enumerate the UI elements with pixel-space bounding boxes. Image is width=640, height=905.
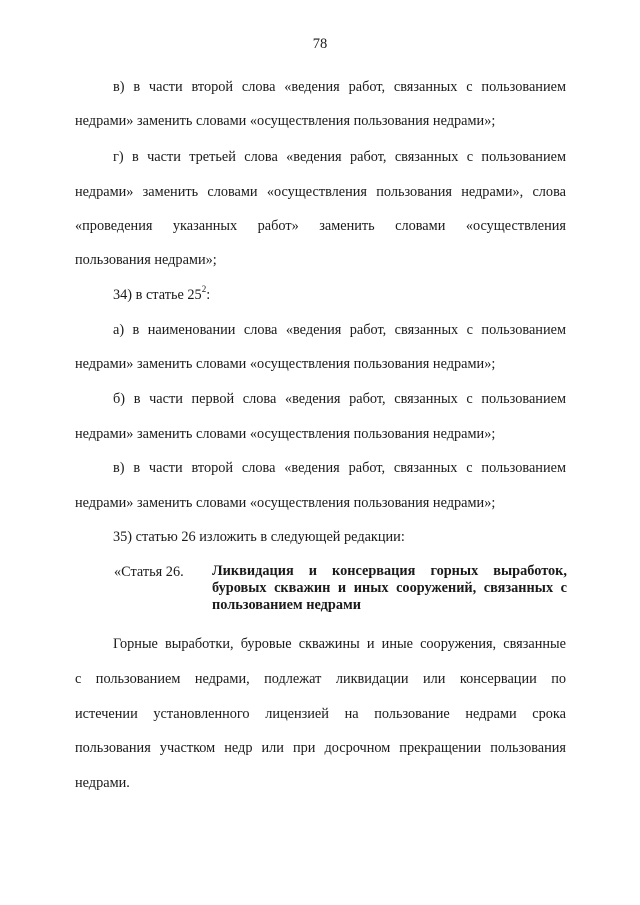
paragraph-v-line-2: недрами» заменить словами «осуществления пользования недрами»; xyxy=(75,113,496,129)
paragraph-v-line-1: в) в части второй слова «ведения работ, связанных с пользованием xyxy=(113,79,566,95)
paragraph-a-line-2: недрами» заменить словами «осуществления пользования недрами»; xyxy=(75,356,496,372)
item-34-superscript: 2 xyxy=(201,284,207,295)
paragraph-v2-line-1: в) в части второй слова «ведения работ, связанных с пользованием xyxy=(113,460,566,476)
article-title-line-2: буровых скважин и иных сооружений, связанных с xyxy=(212,580,567,596)
paragraph-g-line-2: недрами» заменить словами «осуществления пользования недрами», слова xyxy=(75,184,566,200)
item-34-text: 34) в статье 25 xyxy=(113,287,202,303)
item-34 xyxy=(113,286,604,304)
paragraph-v2-line-2: недрами» заменить словами «осуществления пользования недрами»; xyxy=(75,495,496,511)
paragraph-a-line-1: а) в наименовании слова «ведения работ, связанных с пользованием xyxy=(113,322,566,338)
item-34-colon: : xyxy=(206,287,211,303)
article-body-line-2: с пользованием недрами, подлежат ликвидации или консервации по xyxy=(75,671,566,687)
page-number: 78 xyxy=(312,36,328,52)
paragraph-g-line-1: г) в части третьей слова «ведения работ, связанных с пользованием xyxy=(113,149,566,165)
article-body-line-4: пользования участком недр или при досрочном прекращении пользования xyxy=(75,740,566,756)
article-body-line-1: Горные выработки, буровые скважины и иные сооружения, связанные xyxy=(113,636,566,652)
item-35: 35) статью 26 изложить в следующей редакции: xyxy=(113,529,405,545)
article-body-line-5: недрами. xyxy=(75,775,130,791)
article-title-line-1: Ликвидация и консервация горных выработок, xyxy=(212,563,567,579)
paragraph-g-line-3: «проведения указанных работ» заменить словами «осуществления xyxy=(75,218,566,234)
article-title-line-3: пользованием недрами xyxy=(212,597,361,613)
paragraph-b-line-2: недрами» заменить словами «осуществления пользования недрами»; xyxy=(75,426,496,442)
paragraph-b-line-1: б) в части первой слова «ведения работ, связанных с пользованием xyxy=(113,391,566,407)
article-label: «Статья 26. xyxy=(114,564,184,580)
paragraph-g-line-4: пользования недрами»; xyxy=(75,252,217,268)
article-title xyxy=(212,563,567,614)
article-body-line-3: истечении установленного лицензией на пользование недрами срока xyxy=(75,706,566,722)
